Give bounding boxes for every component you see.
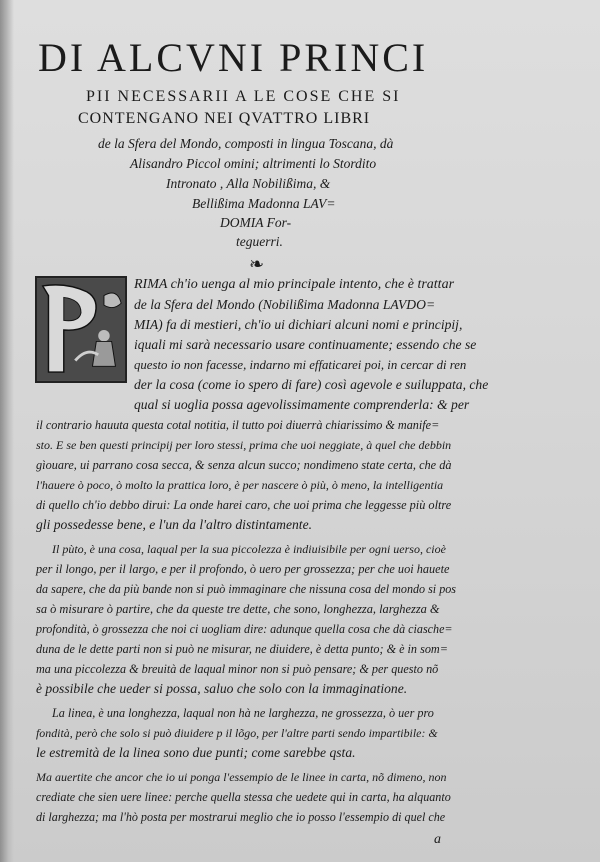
text-line: sto. E se ben questi principij per loro stessi, prima che uoi neggiate, à quel che debbin [36, 438, 452, 452]
text-line: per il longo, per il largo, e per il profondo, ò uero per grossezza; per che uoi hauete [36, 562, 450, 576]
subtitle-line: DOMIA For- [220, 215, 292, 230]
subtitle-line: Alisandro Piccol omini; altrimenti lo Stordito [130, 156, 377, 171]
title-line-2: PII NECESSARII A LE COSE CHE SI [86, 88, 401, 105]
subtitle-line: de la Sfera del Mondo, composti in lingua Toscana, dà [98, 136, 394, 151]
text-line: de la Sfera del Mondo (Nobilißima Madonna LAVDO= [134, 297, 436, 312]
text-line: RIMA ch'io uenga al mio principale intento, che è trattar [134, 277, 455, 292]
page-edge-shadow [0, 0, 14, 862]
text-line: gìouare, ui parrano cosa secca, & senza alcun succo; nondimeno state certa, che dà [36, 458, 452, 472]
subtitle-line: teguerri. [236, 234, 283, 249]
text-line: gli possedesse bene, e l'un da l'altro distintamente. [36, 517, 313, 532]
text-line: questo io non facesse, indarno mi effaticarei poi, in cercar di ren [134, 358, 467, 372]
text-line: crediate che sien uere linee: perche quella stessa che uedete qui in carta, ha alquanto [36, 790, 451, 804]
text-line: sa ò misurare ò partire, che da queste tre dette, che sono, longhezza, larghezza & [36, 602, 440, 616]
title-line-3: CONTENGANO NEI QVATTRO LIBRI [78, 110, 371, 127]
text-line: profondità, ò grossezza che noi ci uogliam dire: adunque quella cosa che dà ciasche= [36, 622, 453, 636]
subtitle-line: Intronato , Alla Nobilißima, & [166, 176, 331, 191]
text-line: La linea, è una longhezza, laqual non hà ne larghezza, ne grossezza, ò uer pro [52, 706, 434, 720]
text-line: duna de le dette parti non si può ne misurar, ne diuidere, è detta punto; & è in som= [36, 642, 448, 656]
text-line: Il pùto, è una cosa, laqual per la sua piccolezza è indiuisibile per ogni uerso, cioè [52, 542, 446, 556]
title-line-1: DI ALCVNI PRINCI [38, 35, 429, 80]
text-line: qual si uoglia possa agevolissimamente comprenderla: & per [134, 397, 470, 412]
text-line: da sapere, che da più bande non si può immaginare che nissuna cosa del mondo si pos [36, 582, 456, 596]
text-line: Ma auertite che ancor che io ui ponga l'essempio de le linee in carta, nõ dimeno, non [36, 770, 447, 784]
text-line: MIA) fa di mestieri, ch'io ui dichiari alcuni nomi e principij, [134, 317, 463, 332]
text-line: ma una piccolezza & breuità de laqual minor non si può pensare; & per questo nõ [36, 662, 439, 676]
subtitle-line: Bellißima Madonna LAV= [192, 196, 336, 211]
text-line: di quello ch'io debbo dirui: La onde harei caro, che uoi prima che leggesse più oltre [36, 498, 452, 512]
text-line: di larghezza; ma l'hò posta per mostrarui meglio che io posso l'essempio di quel che [36, 810, 446, 824]
text-line: le estremità de la linea sono due punti; come sarebbe qsta. [36, 745, 356, 760]
decorated-initial-p [35, 276, 127, 383]
text-line: è possibile che ueder si possa, saluo che solo con la immaginatione. [36, 681, 408, 696]
text-line: der la cosa (come io spero di fare) così agevole e suiluppata, che [134, 377, 489, 392]
text-line: il contrario hauuta questa cotal notitia, il tutto poi diuerrà chiarissimo & manife= [36, 418, 440, 432]
initial-woodcut-image [37, 278, 125, 381]
catchword: a [434, 832, 441, 847]
text-line: iquali mi sarà necessario usare continuamente; essendo che se [134, 337, 477, 352]
text-line: l'hauere ò poco, ò molto la prattica loro, è per nascere ò più, ò meno, la intelligentia [36, 478, 444, 492]
text-line: fondità, però che solo si può diuidere p il lõgo, per l'altre parti sendo impartibile: & [36, 726, 438, 740]
fleuron-ornament: ❧ [249, 254, 265, 275]
